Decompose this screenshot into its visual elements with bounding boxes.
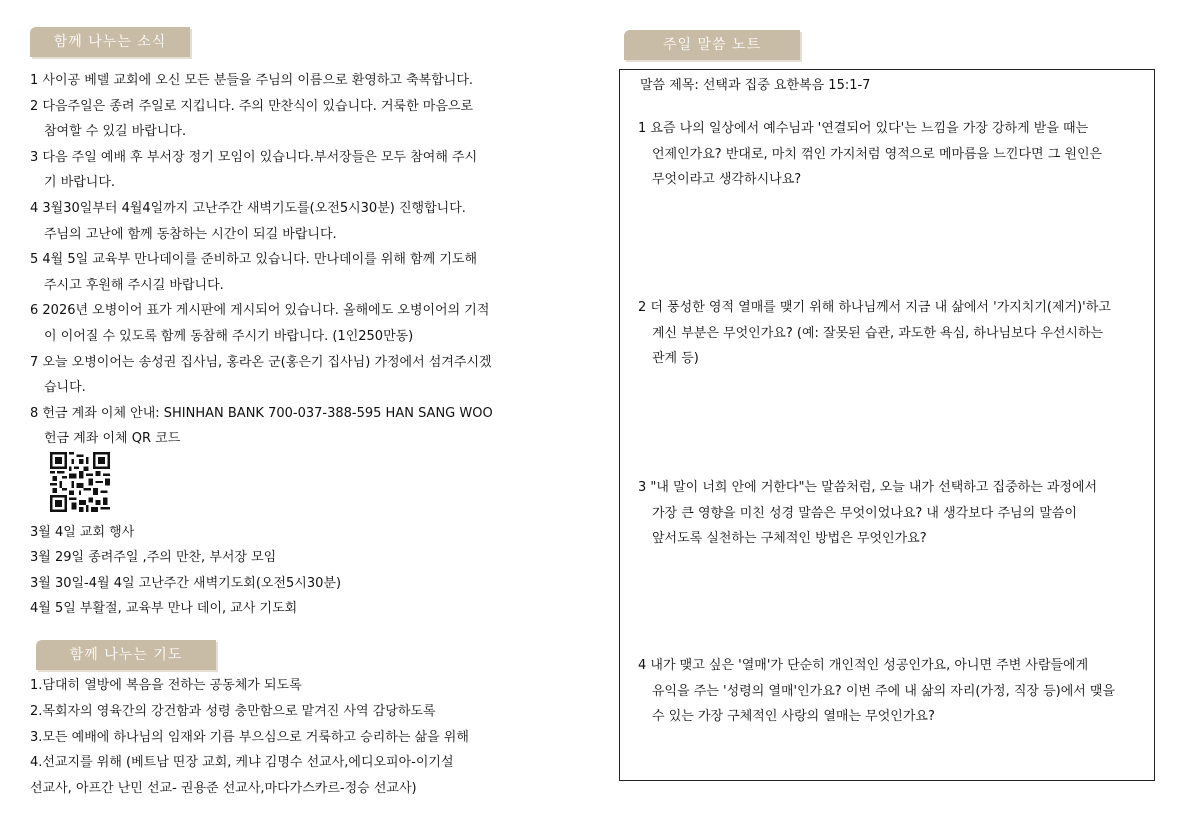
news-item-continued: 기 바랍니다. (44, 175, 116, 191)
event-item: 3월 30일-4월 4일 고난주간 새벽기도회(오전5시30분) (30, 575, 342, 591)
news-item-continued: 주님의 고난에 함께 동참하는 시간이 되길 바랍니다. (44, 226, 337, 242)
news-list (30, 68, 570, 452)
qr-code-icon (50, 452, 110, 512)
question-1: 1 요즘 나의 일상에서 예수님과 '연결되어 있다'는 느낌을 가장 강하게 받을 때는 언제인가요? 반대로, 마치 꺾인 가지처럼 영적으로 메마름을 느낀다면 그 원인은 무엇이라고 생각하시나요? (638, 121, 1103, 187)
news-item-continued: 습니다. (44, 380, 86, 396)
question-3: 3 "내 말이 너희 안에 거한다"는 말씀처럼, 오늘 내가 선택하고 집중하는 과정에서 가장 큰 영향을 미친 성경 말씀은 무엇이었나요? 내 생각보다 주님의 말씀이 앞서도록 실천하는 구체적인 방법은 무엇인가요? (638, 480, 1098, 546)
news-item: 8 헌금 계좌 이체 안내: SHINHAN BANK 700-037-388-595 HAN SANG WOO (30, 405, 493, 421)
sermon-notes-box (619, 69, 1155, 781)
news-item-continued: 이 이어질 수 있도록 함께 동참해 주시기 바랍니다. (1인250만동) (44, 328, 414, 344)
news-item: 4 3월30일부터 4월4일까지 고난주간 새벽기도를(오전5시30분) 진행합니다. (30, 200, 466, 216)
news-heading-label: 함께 나누는 소식 (53, 34, 167, 50)
news-item: 2 다음주일은 종려 주일로 지킵니다. 주의 만찬식이 있습니다. 거룩한 마음으로 (30, 98, 474, 114)
prayer-item: 4.선교지를 위해 (베트남 띤장 교회, 케냐 김명수 선교사,에디오피아-이기설 (30, 755, 454, 771)
news-item: 7 오늘 오병이어는 송성권 집사님, 홍라온 군(홍은기 집사님) 가정에서 섬겨주시겠 (30, 354, 492, 370)
prayer-heading-label: 함께 나누는 기도 (69, 647, 183, 663)
event-item: 3월 4일 교회 행사 (30, 525, 135, 540)
events-list (30, 520, 341, 621)
news-item: 5 4월 5일 교육부 만나데이를 준비하고 있습니다. 만나데이를 위해 함께 기도해 (30, 252, 478, 268)
event-item: 3월 29일 종려주일 ,주의 만찬, 부서장 모임 (30, 550, 277, 566)
notes-heading (624, 30, 800, 60)
prayer-list (30, 673, 469, 802)
sermon-title: 말씀 제목: 선택과 집중 요한복음 15:1-7 (640, 78, 871, 93)
news-heading (30, 27, 190, 57)
notes-heading-label: 주일 말씀 노트 (662, 37, 762, 53)
news-item: 3 다음 주일 예배 후 부서장 정기 모임이 있습니다.부서장들은 모두 참여해 주시 (30, 149, 478, 165)
event-item: 4월 5일 부활절, 교육부 만나 데이, 교사 기도회 (30, 600, 298, 616)
news-item-continued: 헌금 계좌 이체 QR 코드 (44, 431, 181, 447)
prayer-item: 3.모든 예배에 하나님의 임재와 기름 부으심으로 거룩하고 승리하는 삶을 위해 (30, 729, 469, 745)
question-2: 2 더 풍성한 영적 열매를 맺기 위해 하나님께서 지금 내 삶에서 '가지치기(제거)'하고 계신 부분은 무엇인가요? (예: 잘못된 습관, 과도한 욕심, 하나님보다 우선시하는 관계 등) (638, 300, 1111, 366)
news-item-continued: 참여할 수 있길 바랍니다. (44, 124, 187, 140)
news-item: 1 사이공 베델 교회에 오신 모든 분들을 주님의 이름으로 환영하고 축복합니다. (30, 73, 474, 88)
news-item-continued: 주시고 후원해 주시길 바랍니다. (44, 277, 224, 293)
prayer-heading (36, 640, 216, 670)
prayer-item: 2.목회자의 영육간의 강건함과 성령 충만함으로 맡겨진 사역 감당하도록 (30, 703, 436, 719)
question-4: 4 내가 맺고 싶은 '열매'가 단순히 개인적인 성공인가요, 아니면 주변 사람들에게 유익을 주는 '성령의 열매'인가요? 이번 주에 내 삶의 자리(가정, 직장 등)에서 맺을 수 있는 가장 구체적인 사랑의 열매는 무엇인가요? (638, 658, 1116, 724)
prayer-item: 1.담대히 열방에 복음을 전하는 공동체가 되도록 (30, 678, 302, 693)
news-item: 6 2026년 오병이어 표가 게시판에 게시되어 있습니다. 올해에도 오병이어의 기적 (30, 303, 490, 319)
prayer-item: 선교사, 아프간 난민 선교- 권용준 선교사,마다가스카르-정승 선교사) (30, 781, 417, 797)
